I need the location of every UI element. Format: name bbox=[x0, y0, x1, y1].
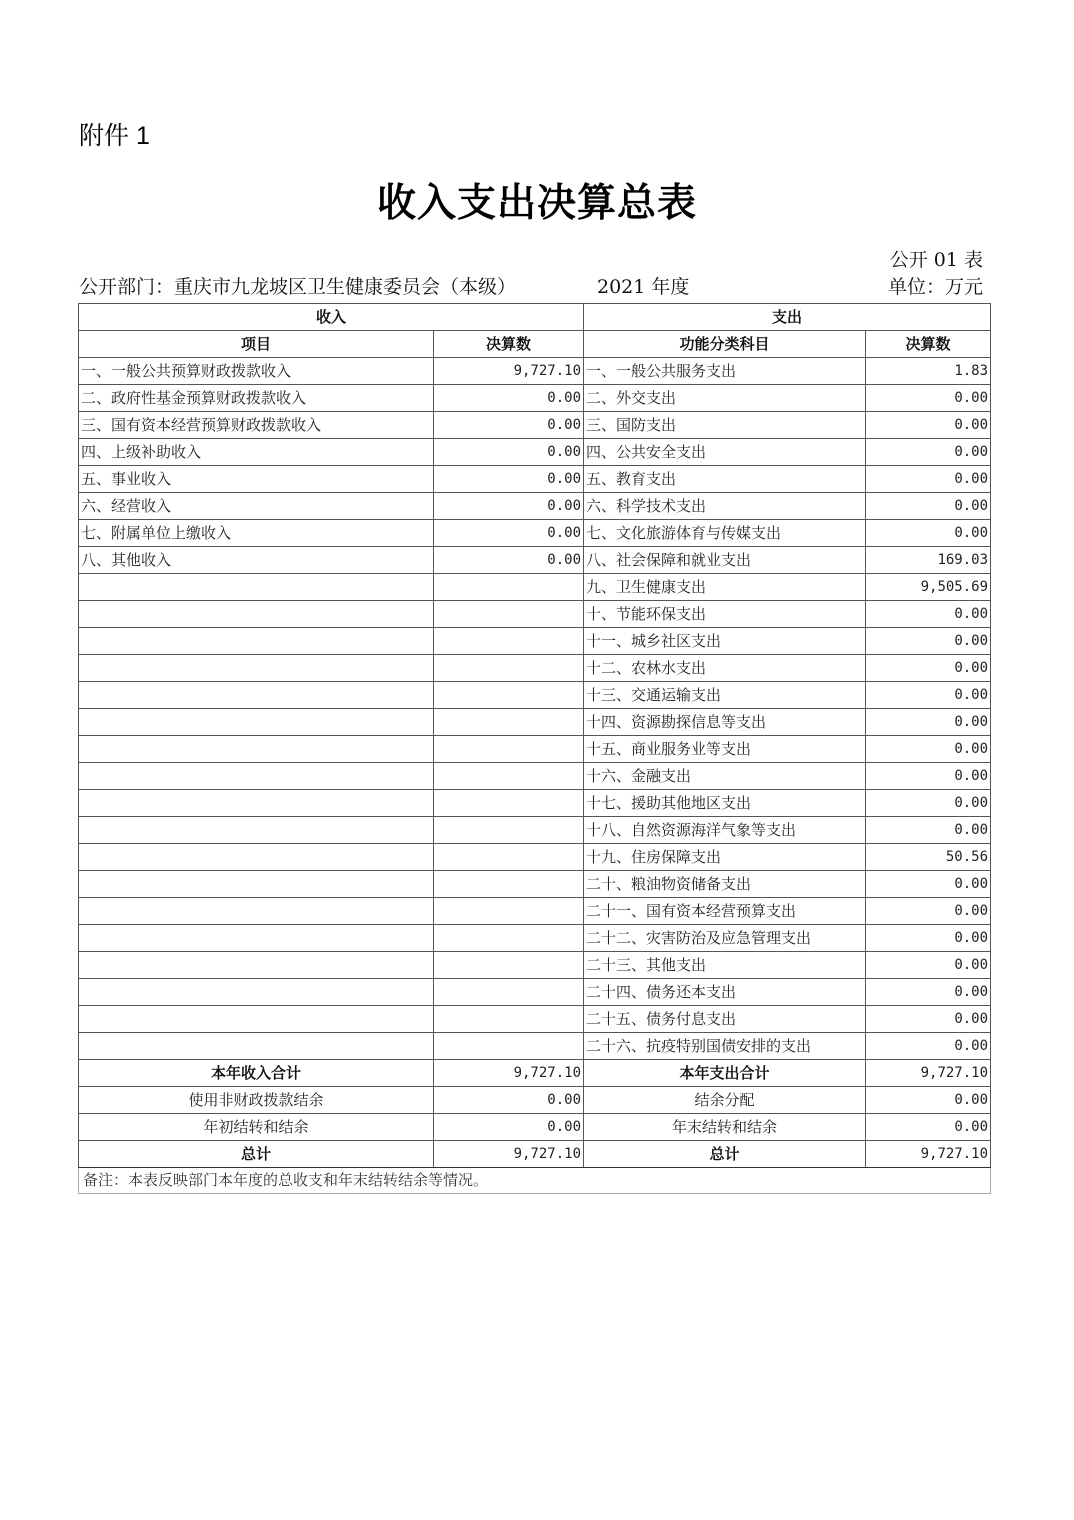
table-row bbox=[79, 979, 991, 1006]
expense-item-cell: 八、社会保障和就业支出 bbox=[584, 547, 866, 574]
income-item-cell bbox=[79, 763, 434, 790]
expense-item-header: 功能分类科目 bbox=[584, 331, 866, 358]
table-row bbox=[79, 709, 991, 736]
table-row bbox=[79, 682, 991, 709]
expense-amount-cell: 0.00 bbox=[866, 925, 991, 952]
expense-item-cell: 二十、粮油物资储备支出 bbox=[584, 871, 866, 898]
expense-item-cell: 六、科学技术支出 bbox=[584, 493, 866, 520]
expense-total-amount: 9,727.10 bbox=[866, 1060, 991, 1087]
income-item-cell: 五、事业收入 bbox=[79, 466, 434, 493]
table-note: 备注：本表反映部门本年度的总收支和年末结转结余等情况。 bbox=[79, 1168, 991, 1194]
income-item-cell: 六、经营收入 bbox=[79, 493, 434, 520]
end-carryover-label: 年末结转和结余 bbox=[584, 1114, 866, 1141]
income-amount-cell bbox=[434, 763, 584, 790]
income-amount-cell: 0.00 bbox=[434, 547, 584, 574]
page-title: 收入支出决算总表 bbox=[376, 180, 697, 226]
surplus-distribution-label: 结余分配 bbox=[584, 1087, 866, 1114]
expense-amount-cell: 0.00 bbox=[866, 979, 991, 1006]
income-amount-cell bbox=[434, 1006, 584, 1033]
income-item-cell bbox=[79, 601, 434, 628]
expense-amount-cell: 0.00 bbox=[866, 1033, 991, 1060]
table-row bbox=[79, 817, 991, 844]
income-item-cell: 二、政府性基金预算财政拨款收入 bbox=[79, 385, 434, 412]
income-item-cell: 七、附属单位上缴收入 bbox=[79, 520, 434, 547]
expense-amount-cell: 9,505.69 bbox=[866, 574, 991, 601]
income-amount-cell bbox=[434, 979, 584, 1006]
expense-amount-cell: 50.56 bbox=[866, 844, 991, 871]
income-amount-cell bbox=[434, 682, 584, 709]
expense-amount-cell: 0.00 bbox=[866, 601, 991, 628]
expense-item-cell: 九、卫生健康支出 bbox=[584, 574, 866, 601]
income-amount-cell: 0.00 bbox=[434, 412, 584, 439]
expense-item-cell: 二十一、国有资本经营预算支出 bbox=[584, 898, 866, 925]
begin-carryover-label: 年初结转和结余 bbox=[79, 1114, 434, 1141]
annual-total-row bbox=[79, 1060, 991, 1087]
income-amount-cell bbox=[434, 790, 584, 817]
income-amount-cell bbox=[434, 871, 584, 898]
income-item-cell bbox=[79, 898, 434, 925]
income-item-cell: 八、其他收入 bbox=[79, 547, 434, 574]
income-amount-cell bbox=[434, 655, 584, 682]
income-amount-cell bbox=[434, 898, 584, 925]
nonfiscal-row bbox=[79, 1087, 991, 1114]
grand-total-row bbox=[79, 1141, 991, 1168]
income-item-cell bbox=[79, 871, 434, 898]
income-item-cell bbox=[79, 1033, 434, 1060]
expense-amount-cell: 0.00 bbox=[866, 709, 991, 736]
income-amount-cell bbox=[434, 736, 584, 763]
income-amount-header: 决算数 bbox=[434, 331, 584, 358]
expense-item-cell: 十三、交通运输支出 bbox=[584, 682, 866, 709]
expense-item-cell: 十五、商业服务业等支出 bbox=[584, 736, 866, 763]
income-amount-cell bbox=[434, 601, 584, 628]
income-amount-cell: 0.00 bbox=[434, 520, 584, 547]
nonfiscal-amount: 0.00 bbox=[434, 1087, 584, 1114]
note-row bbox=[79, 1168, 991, 1194]
table-row bbox=[79, 898, 991, 925]
income-group-header: 收入 bbox=[79, 304, 584, 331]
income-amount-cell bbox=[434, 952, 584, 979]
income-item-cell bbox=[79, 655, 434, 682]
expense-amount-cell: 0.00 bbox=[866, 493, 991, 520]
expense-group-header: 支出 bbox=[584, 304, 991, 331]
expense-amount-cell: 0.00 bbox=[866, 682, 991, 709]
income-item-cell bbox=[79, 736, 434, 763]
detail-rows bbox=[79, 358, 991, 1060]
table-row bbox=[79, 736, 991, 763]
expense-amount-cell: 1.83 bbox=[866, 358, 991, 385]
table-row bbox=[79, 871, 991, 898]
table-row bbox=[79, 628, 991, 655]
expense-amount-cell: 0.00 bbox=[866, 628, 991, 655]
summary-rows bbox=[79, 1060, 991, 1194]
column-header-row bbox=[79, 331, 991, 358]
income-item-cell bbox=[79, 790, 434, 817]
expense-item-cell: 十一、城乡社区支出 bbox=[584, 628, 866, 655]
expense-item-cell: 十六、金融支出 bbox=[584, 763, 866, 790]
income-item-header: 项目 bbox=[79, 331, 434, 358]
table-row bbox=[79, 385, 991, 412]
income-item-cell bbox=[79, 844, 434, 871]
begin-carryover-amount: 0.00 bbox=[434, 1114, 584, 1141]
expense-amount-cell: 0.00 bbox=[866, 466, 991, 493]
table-row bbox=[79, 790, 991, 817]
income-item-cell bbox=[79, 925, 434, 952]
report-meta bbox=[79, 272, 983, 300]
income-item-cell bbox=[79, 709, 434, 736]
expense-amount-cell: 0.00 bbox=[866, 1006, 991, 1033]
table-row bbox=[79, 439, 991, 466]
expense-item-cell: 七、文化旅游体育与传媒支出 bbox=[584, 520, 866, 547]
income-item-cell bbox=[79, 628, 434, 655]
income-amount-cell bbox=[434, 925, 584, 952]
table-row bbox=[79, 412, 991, 439]
expense-amount-cell: 169.03 bbox=[866, 547, 991, 574]
expense-item-cell: 十、节能环保支出 bbox=[584, 601, 866, 628]
expense-item-cell: 二十三、其他支出 bbox=[584, 952, 866, 979]
table-row bbox=[79, 358, 991, 385]
grand-income-label: 总计 bbox=[79, 1141, 434, 1168]
end-carryover-amount: 0.00 bbox=[866, 1114, 991, 1141]
expense-item-cell: 五、教育支出 bbox=[584, 466, 866, 493]
expense-total-label: 本年支出合计 bbox=[584, 1060, 866, 1087]
fiscal-year: 2021 年度 bbox=[597, 276, 690, 298]
grand-income-amount: 9,727.10 bbox=[434, 1141, 584, 1168]
nonfiscal-label: 使用非财政拨款结余 bbox=[79, 1087, 434, 1114]
income-amount-cell: 9,727.10 bbox=[434, 358, 584, 385]
income-amount-cell bbox=[434, 574, 584, 601]
expense-item-cell: 十二、农林水支出 bbox=[584, 655, 866, 682]
income-amount-cell bbox=[434, 817, 584, 844]
income-amount-cell bbox=[434, 628, 584, 655]
income-item-cell bbox=[79, 1006, 434, 1033]
expense-amount-cell: 0.00 bbox=[866, 952, 991, 979]
surplus-distribution-amount: 0.00 bbox=[866, 1087, 991, 1114]
table-row bbox=[79, 1006, 991, 1033]
expense-amount-cell: 0.00 bbox=[866, 439, 991, 466]
expense-item-cell: 二、外交支出 bbox=[584, 385, 866, 412]
expense-amount-cell: 0.00 bbox=[866, 736, 991, 763]
income-item-cell: 三、国有资本经营预算财政拨款收入 bbox=[79, 412, 434, 439]
table-row bbox=[79, 493, 991, 520]
expense-item-cell: 三、国防支出 bbox=[584, 412, 866, 439]
expense-amount-cell: 0.00 bbox=[866, 817, 991, 844]
expense-amount-cell: 0.00 bbox=[866, 385, 991, 412]
income-item-cell: 四、上级补助收入 bbox=[79, 439, 434, 466]
expense-item-cell: 四、公共安全支出 bbox=[584, 439, 866, 466]
income-item-cell bbox=[79, 574, 434, 601]
expense-amount-cell: 0.00 bbox=[866, 412, 991, 439]
expense-item-cell: 二十六、抗疫特别国债安排的支出 bbox=[584, 1033, 866, 1060]
carryover-row bbox=[79, 1114, 991, 1141]
income-amount-cell: 0.00 bbox=[434, 439, 584, 466]
income-amount-cell bbox=[434, 709, 584, 736]
income-amount-cell bbox=[434, 1033, 584, 1060]
income-item-cell bbox=[79, 979, 434, 1006]
department-label: 公开部门：重庆市九龙坡区卫生健康委员会（本级） bbox=[79, 276, 517, 298]
table-row bbox=[79, 763, 991, 790]
expense-item-cell: 二十二、灾害防治及应急管理支出 bbox=[584, 925, 866, 952]
expense-amount-cell: 0.00 bbox=[866, 520, 991, 547]
income-item-cell bbox=[79, 952, 434, 979]
table-row bbox=[79, 547, 991, 574]
expense-amount-cell: 0.00 bbox=[866, 898, 991, 925]
income-amount-cell: 0.00 bbox=[434, 493, 584, 520]
income-amount-cell: 0.00 bbox=[434, 385, 584, 412]
table-row bbox=[79, 655, 991, 682]
form-number: 公开 01 表 bbox=[889, 249, 983, 271]
income-amount-cell bbox=[434, 844, 584, 871]
table-row bbox=[79, 952, 991, 979]
expense-item-cell: 十四、资源勘探信息等支出 bbox=[584, 709, 866, 736]
grand-expense-label: 总计 bbox=[584, 1141, 866, 1168]
expense-amount-cell: 0.00 bbox=[866, 790, 991, 817]
unit-label: 单位：万元 bbox=[887, 276, 983, 298]
grand-expense-amount: 9,727.10 bbox=[866, 1141, 991, 1168]
attachment-label: 附件 1 bbox=[79, 122, 150, 150]
table-row bbox=[79, 925, 991, 952]
table-row bbox=[79, 466, 991, 493]
expense-amount-header: 决算数 bbox=[866, 331, 991, 358]
group-header-row bbox=[79, 304, 991, 331]
expense-item-cell: 一、一般公共服务支出 bbox=[584, 358, 866, 385]
income-amount-cell: 0.00 bbox=[434, 466, 584, 493]
table-row bbox=[79, 520, 991, 547]
income-item-cell bbox=[79, 817, 434, 844]
expense-item-cell: 十七、援助其他地区支出 bbox=[584, 790, 866, 817]
expense-item-cell: 十九、住房保障支出 bbox=[584, 844, 866, 871]
expense-item-cell: 二十四、债务还本支出 bbox=[584, 979, 866, 1006]
expense-amount-cell: 0.00 bbox=[866, 655, 991, 682]
table-row bbox=[79, 844, 991, 871]
table-row bbox=[79, 1033, 991, 1060]
expense-item-cell: 十八、自然资源海洋气象等支出 bbox=[584, 817, 866, 844]
table-row bbox=[79, 574, 991, 601]
income-total-amount: 9,727.10 bbox=[434, 1060, 584, 1087]
income-item-cell bbox=[79, 682, 434, 709]
expense-item-cell: 二十五、债务付息支出 bbox=[584, 1006, 866, 1033]
expense-amount-cell: 0.00 bbox=[866, 871, 991, 898]
expense-amount-cell: 0.00 bbox=[866, 763, 991, 790]
budget-summary-table bbox=[78, 303, 991, 1194]
income-item-cell: 一、一般公共预算财政拨款收入 bbox=[79, 358, 434, 385]
income-total-label: 本年收入合计 bbox=[79, 1060, 434, 1087]
table-row bbox=[79, 601, 991, 628]
